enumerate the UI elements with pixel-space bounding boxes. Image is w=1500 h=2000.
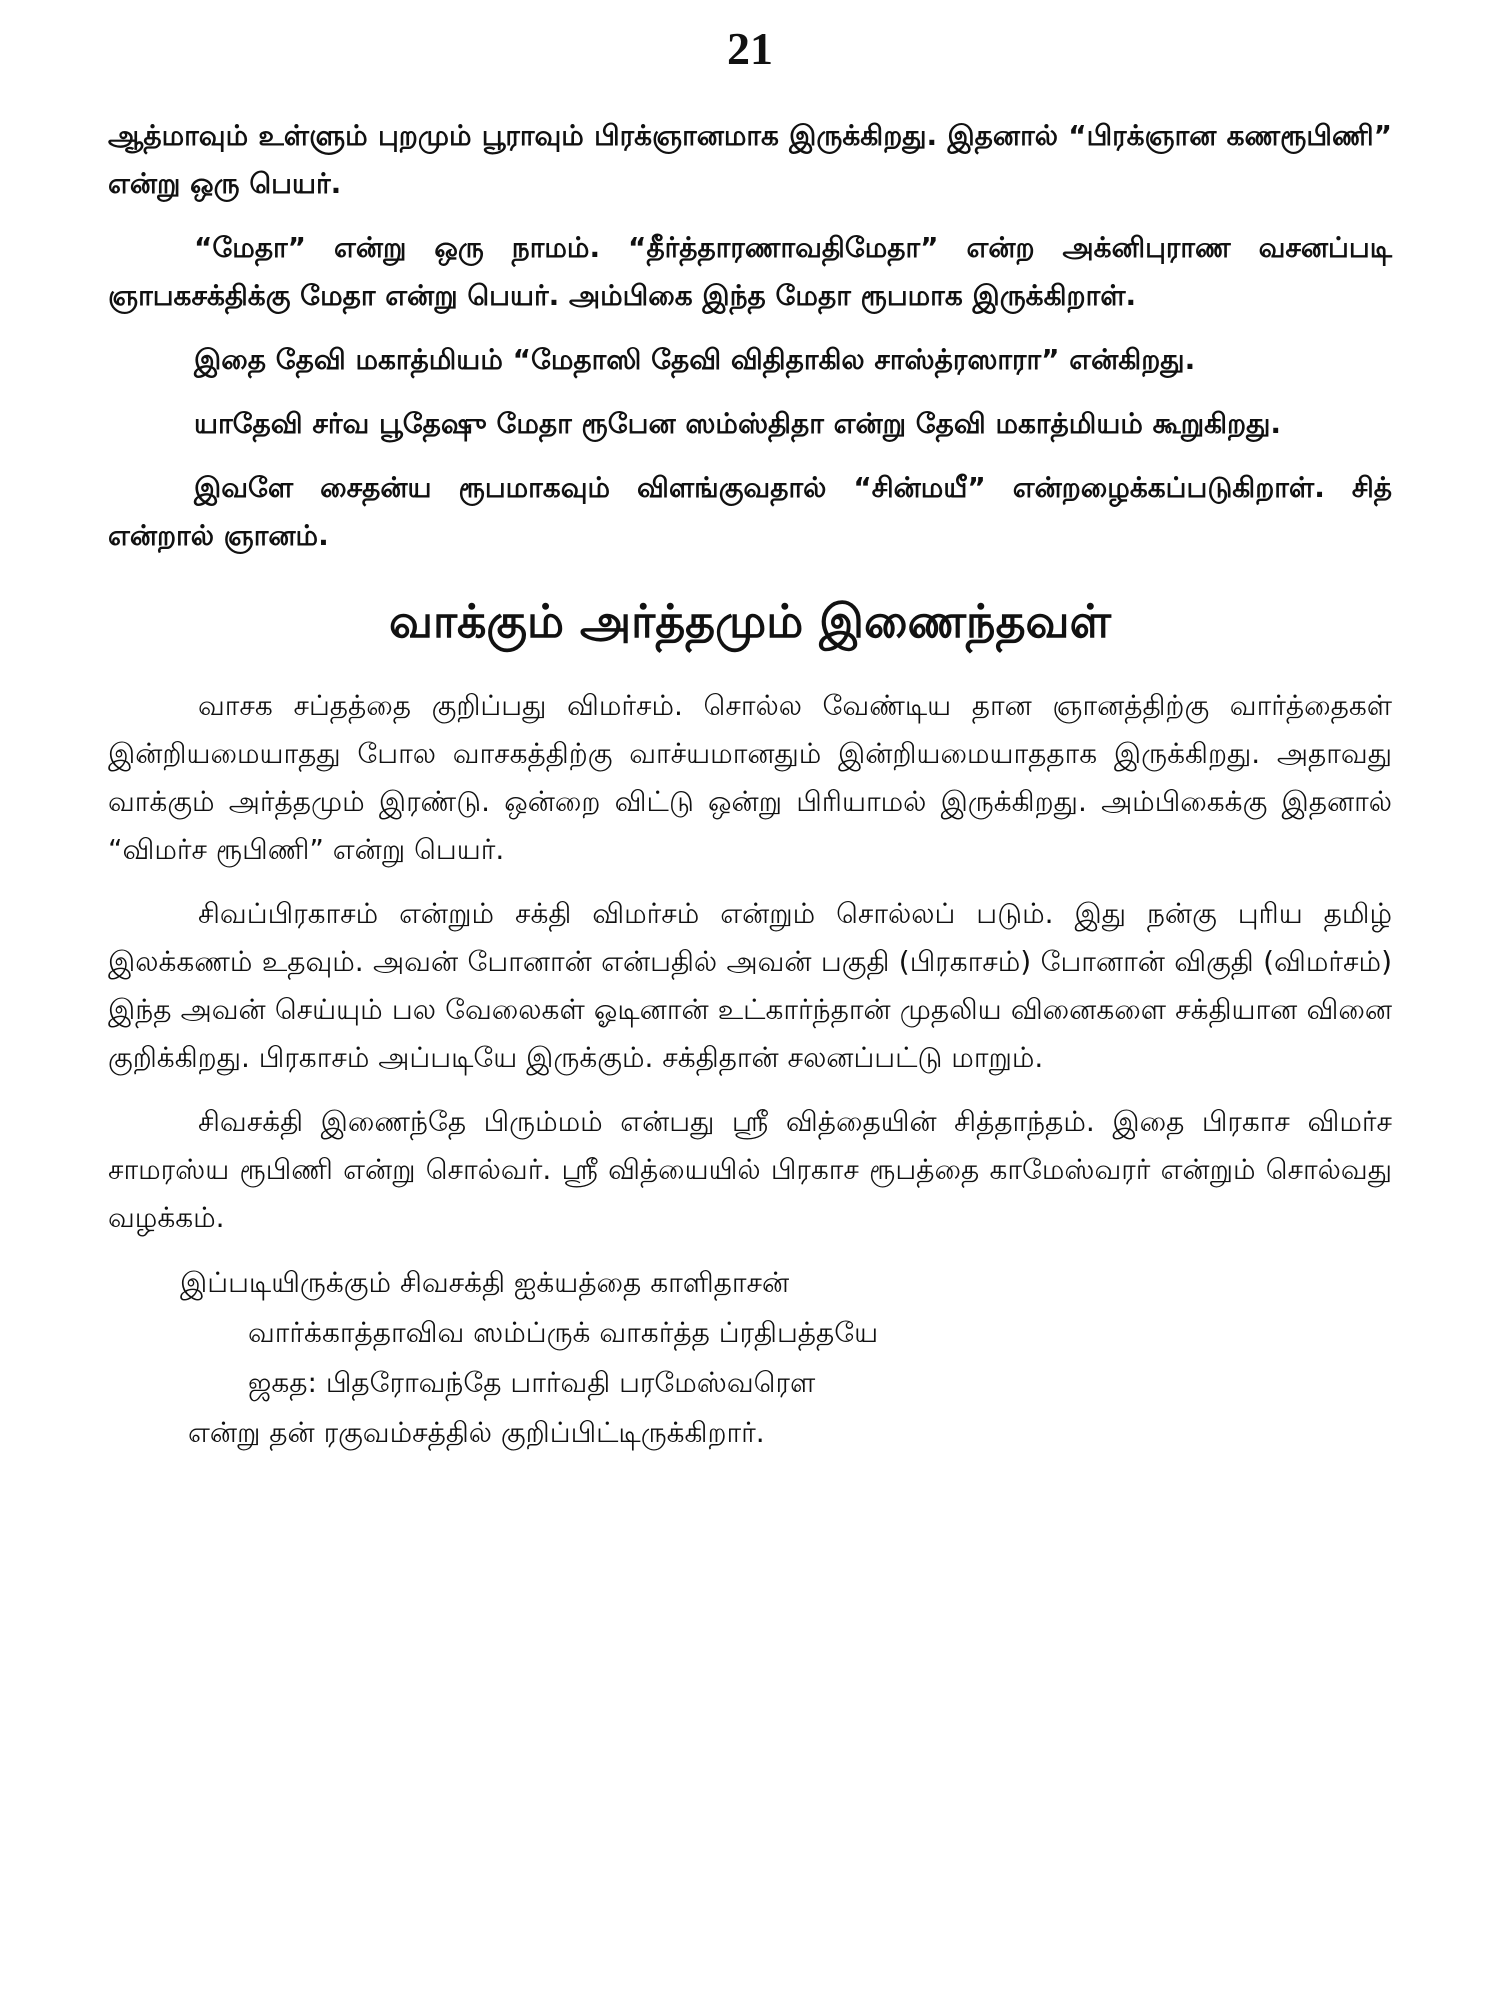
verse-line: இப்படியிருக்கும் சிவசக்தி ஐக்யத்தை காளிதாசன் xyxy=(180,1266,790,1299)
page-number: 21 xyxy=(727,23,773,74)
paragraph-vimarsam: வாசக சப்தத்தை குறிப்பது விமர்சம். சொல்ல வேண்டிய தான ஞானத்திற்கு வார்த்தைகள் இன்றியமையாதது போல வாசகத்திற்கு வாச்யமானதும் இன்றியமையாததாக இருக்கிறது. அதாவது வாக்கும் அர்த்தமும் இரண்டு. ஒன்றை விட்டு ஒன்று பிரியாமல் இருக்கிறது. அம்பிகைக்கு இதனால் “விமர்ச ரூபிணி” என்று பெயர். xyxy=(108,689,1392,866)
paragraph-devi-mahatmyam: இதை தேவி மகாத்மியம் “மேதாஸி தேவி விதிதாகில சாஸ்த்ரஸாரா” என்கிறது. xyxy=(194,343,1196,376)
paragraph-srividya: சிவசக்தி இணைந்தே பிரும்மம் என்பது ஸ்ரீ வித்தையின் சித்தாந்தம். இதை பிரகாச விமர்ச சாமரஸ்ய ரூபிணி என்று சொல்வர். ஸ்ரீ வித்யையில் பிரகாச ரூபத்தை காமேஸ்வரர் என்றும் சொல்வது வழக்கம். xyxy=(108,1105,1393,1234)
verse-line: ஜகத: பிதரோவந்தே பார்வதி பரமேஸ்வரௌ xyxy=(248,1366,816,1399)
paragraph-sivaprakasam: சிவப்பிரகாசம் என்றும் சக்தி விமர்சம் என்றும் சொல்லப் படும். இது நன்கு புரிய தமிழ் இலக்கணம் உதவும். அவன் போனான் என்பதில் அவன் பகுதி (பிரகாசம்) போனான் விகுதி (விமர்சம்) இந்த அவன் செய்யும் பல வேலைகள் ஓடினான் உட்கார்ந்தான் முதலிய வினைகளை சக்தியான வினை குறிக்கிறது. பிரகாசம் அப்படியே இருக்கும். சக்திதான் சலனப்பட்டு மாறும். xyxy=(108,897,1392,1074)
paragraph-medha: “மேதா” என்று ஒரு நாமம். “தீர்த்தாரணாவதிமேதா” என்ற அக்னிபுராண வசனப்படி ஞாபகசக்திக்கு மேதா என்று பெயர். அம்பிகை இந்த மேதா ரூபமாக இருக்கிறாள். xyxy=(108,231,1392,312)
verse-line: என்று தன் ரகுவம்சத்தில் குறிப்பிட்டிருக்கிறார். xyxy=(188,1416,765,1449)
paragraph-chinmayi: இவளே சைதன்ய ரூபமாகவும் விளங்குவதால் “சின்மயீ” என்றழைக்கப்படுகிறாள். சித் என்றால் ஞானம். xyxy=(108,471,1392,552)
paragraph-pragnana: ஆத்மாவும் உள்ளும் புறமும் பூராவும் பிரக்ஞானமாக இருக்கிறது. இதனால் “பிரக்ஞான கணரூபிணி” என்று ஒரு பெயர். xyxy=(108,119,1392,200)
verse-line: வார்க்காத்தாவிவ ஸம்ப்ருக் வாகர்த்த ப்ரதிபத்தயே xyxy=(248,1316,879,1349)
page-body xyxy=(108,112,1392,1458)
section-heading: வாக்கும் அர்த்தமும் இணைந்தவள் xyxy=(388,594,1112,648)
verse-quote xyxy=(108,1258,1392,1458)
paragraph-yadevi: யாதேவி சர்வ பூதேஷு மேதா ரூபேன ஸம்ஸ்திதா என்று தேவி மகாத்மியம் கூறுகிறது. xyxy=(194,407,1282,440)
